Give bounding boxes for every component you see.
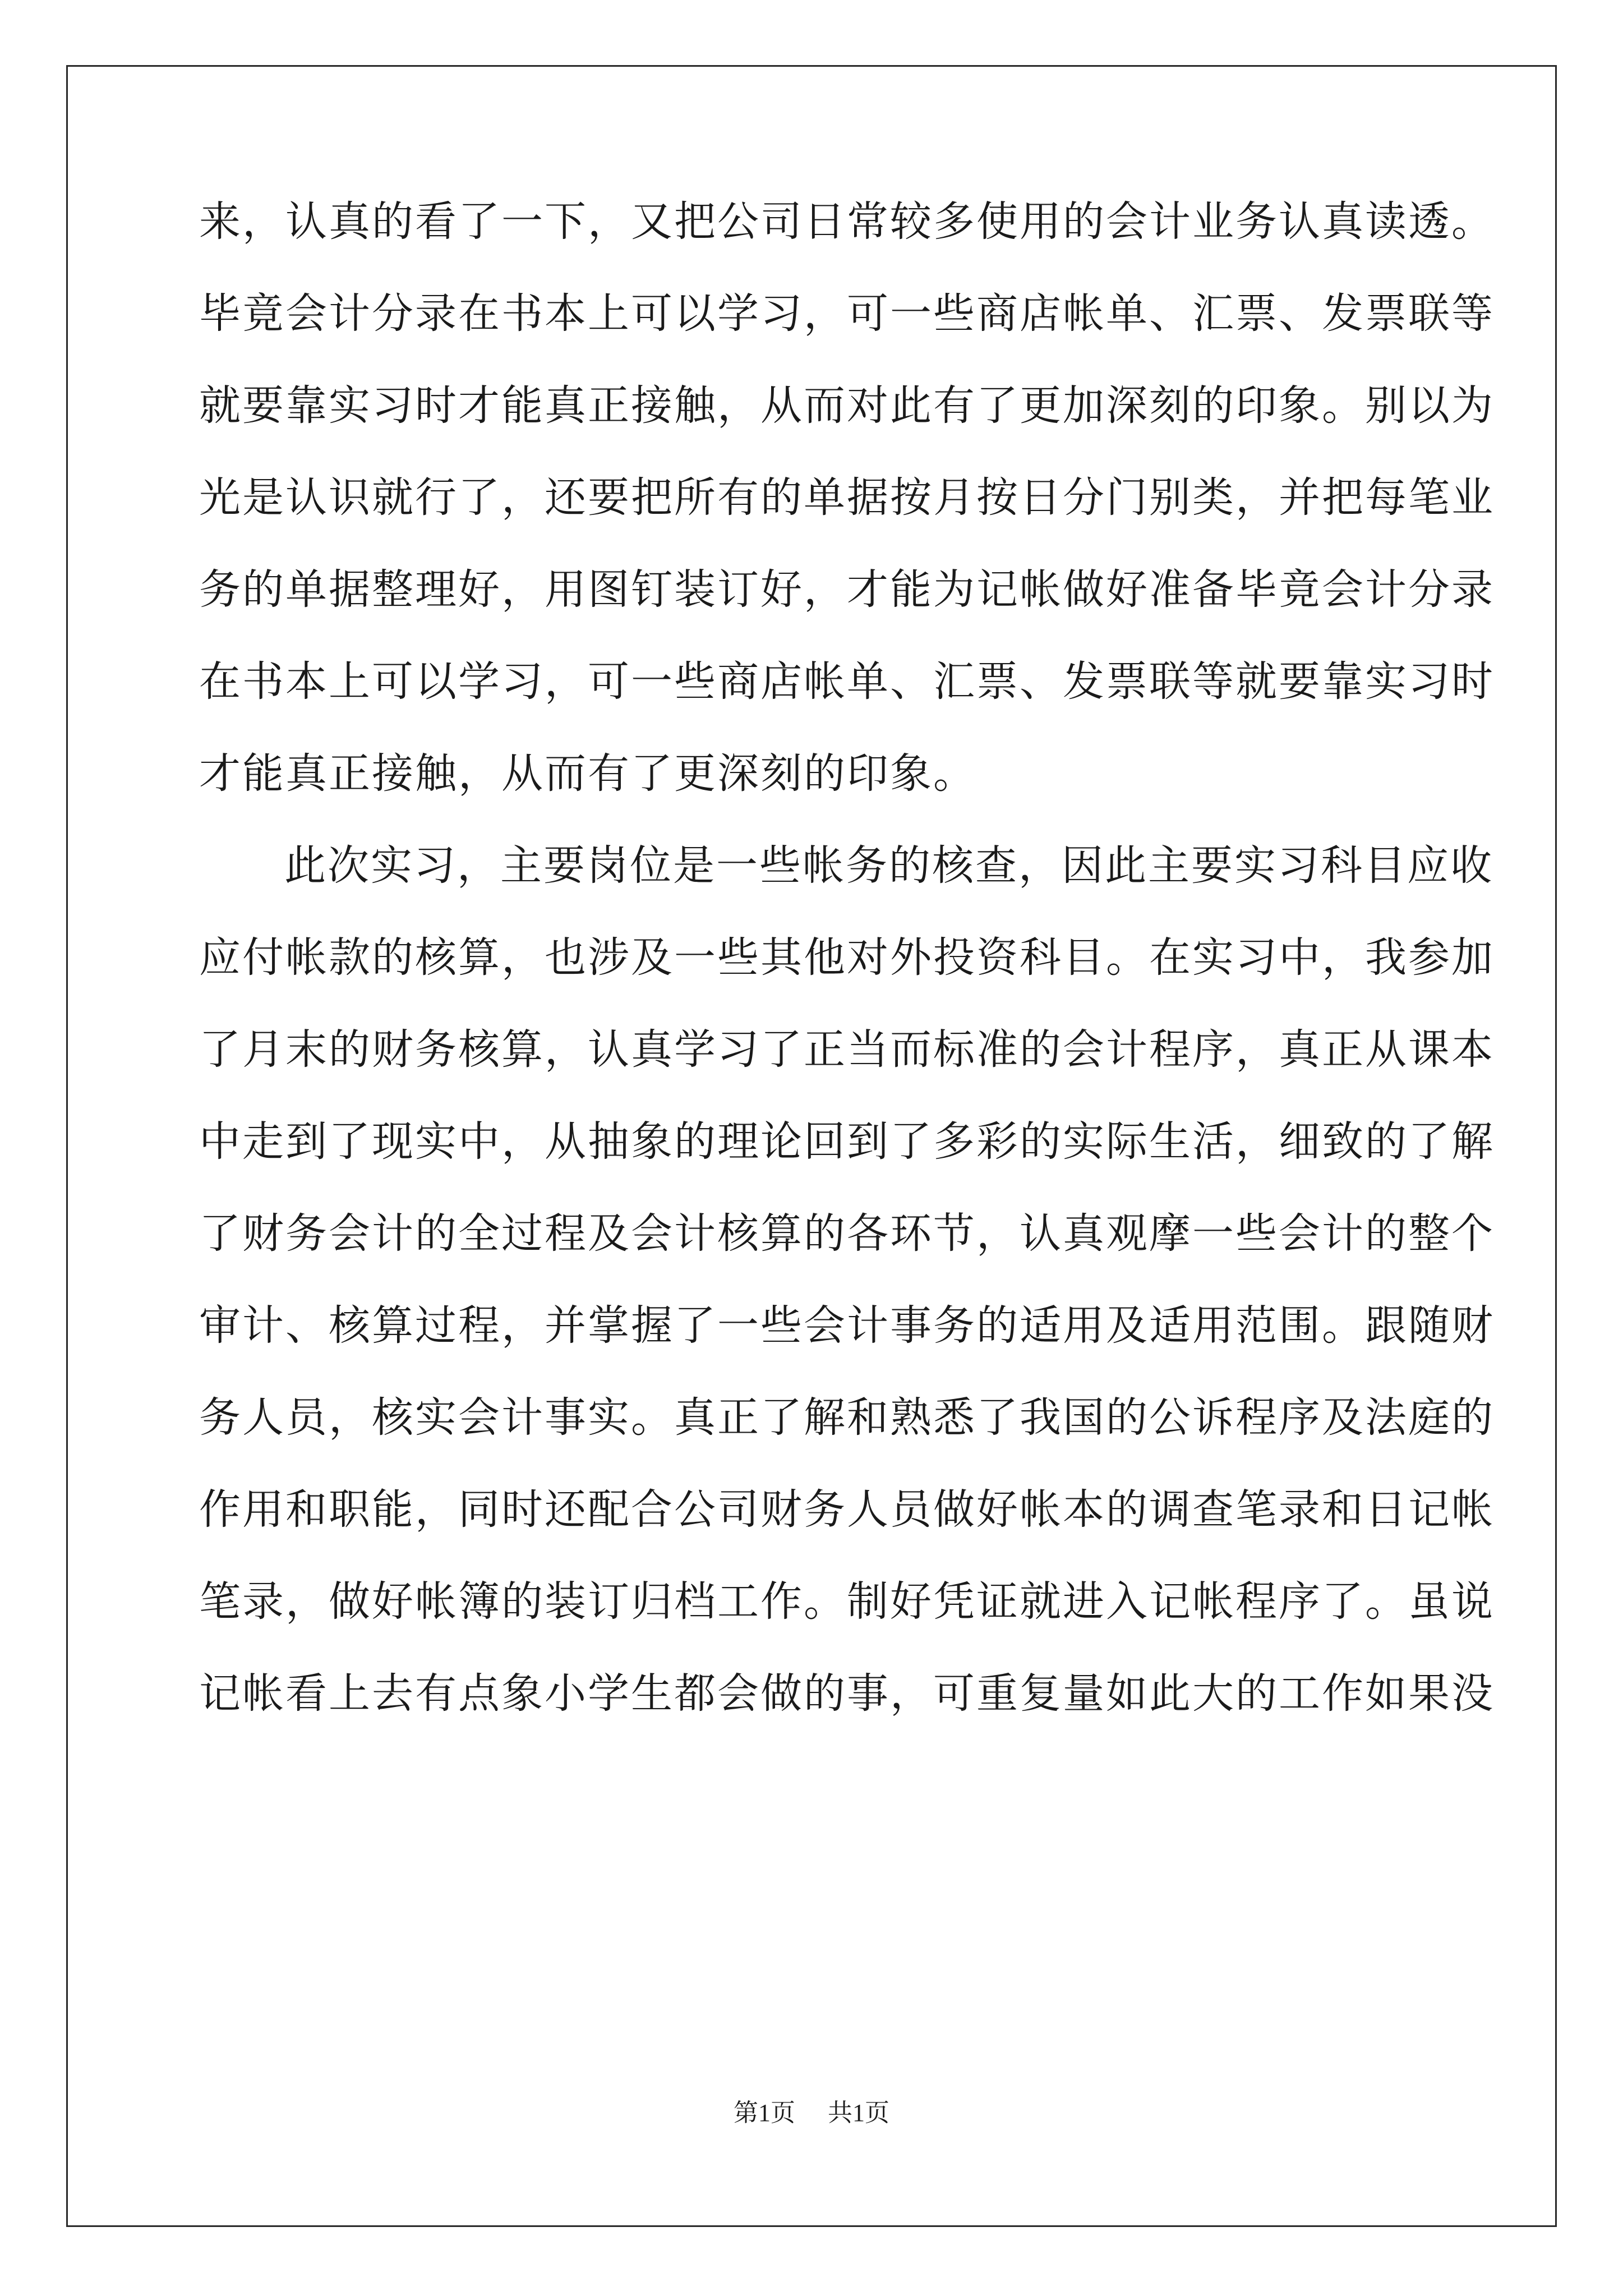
text-line: 就要靠实习时才能真正接触，从而对此有了更加深刻的印象。别以为 <box>199 381 1495 430</box>
page-total: 共1页 <box>828 2099 889 2127</box>
document-body <box>199 197 1495 1765</box>
text-line: 才能真正接触，从而有了更深刻的印象。 <box>199 749 976 798</box>
text-line: 了财务会计的全过程及会计核算的各环节，认真观摩一些会计的整个 <box>199 1209 1495 1258</box>
page-number: 第1页 <box>734 2099 795 2127</box>
text-line: 审计、核算过程，并掌握了一些会计事务的适用及适用范围。跟随财 <box>199 1301 1495 1350</box>
paragraph-start-line: 此次实习，主要岗位是一些帐务的核查，因此主要实习科目应收 <box>284 841 1493 890</box>
page-footer <box>0 2101 1623 2125</box>
text-line: 务人员，核实会计事实。真正了解和熟悉了我国的公诉程序及法庭的 <box>199 1393 1495 1442</box>
text-line: 中走到了现实中，从抽象的理论回到了多彩的实际生活，细致的了解 <box>199 1117 1495 1166</box>
text-line: 作用和职能，同时还配合公司财务人员做好帐本的调查笔录和日记帐 <box>199 1485 1495 1534</box>
text-line: 笔录，做好帐簿的装订归档工作。制好凭证就进入记帐程序了。虽说 <box>199 1577 1495 1626</box>
text-line: 务的单据整理好，用图钉装订好，才能为记帐做好准备毕竟会计分录 <box>199 565 1495 614</box>
text-line: 了月末的财务核算，认真学习了正当而标准的会计程序，真正从课本 <box>199 1025 1495 1074</box>
text-line: 来，认真的看了一下，又把公司日常较多使用的会计业务认真读透。 <box>199 197 1495 246</box>
text-line: 记帐看上去有点象小学生都会做的事，可重复量如此大的工作如果没 <box>199 1669 1495 1718</box>
text-line: 在书本上可以学习，可一些商店帐单、汇票、发票联等就要靠实习时 <box>199 657 1495 706</box>
text-line: 光是认识就行了，还要把所有的单据按月按日分门别类，并把每笔业 <box>199 473 1495 522</box>
text-line: 应付帐款的核算，也涉及一些其他对外投资科目。在实习中，我参加 <box>199 933 1495 982</box>
text-line: 毕竟会计分录在书本上可以学习，可一些商店帐单、汇票、发票联等 <box>199 289 1495 338</box>
